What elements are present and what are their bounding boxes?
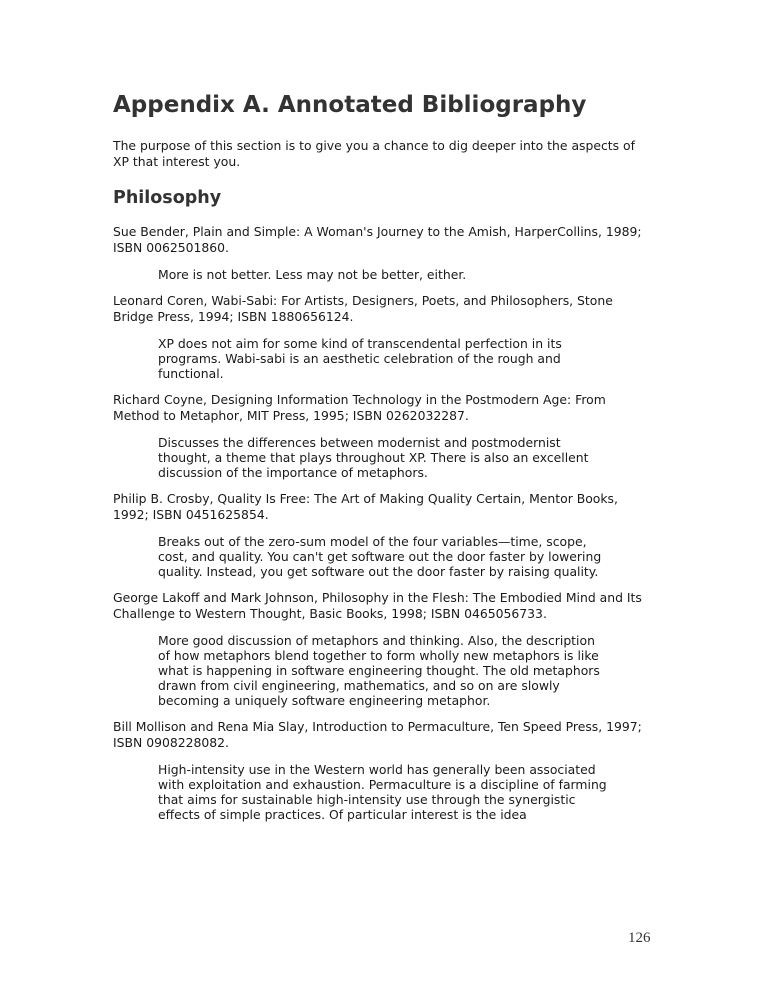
bibliography-entry (113, 590, 653, 708)
annotation: Discusses the differences between modernist and postmodernist thought, a theme that plays throughout XP. There is also an excellent discussion of the importance of metaphors. (158, 435, 589, 480)
bibliography-entry (113, 719, 653, 822)
citation: Bill Mollison and Rena Mia Slay, Introduction to Permaculture, Ten Speed Press, 1997; ISBN 0908228082. (113, 719, 642, 750)
citation: Richard Coyne, Designing Information Technology in the Postmodern Age: From Method to Metaphor, MIT Press, 1995; ISBN 0262032287. (113, 392, 606, 423)
page-title: Appendix A. Annotated Bibliography (113, 92, 587, 118)
annotation: More good discussion of metaphors and thinking. Also, the description of how metaphors blend together to form wholly new metaphors is like what is happening in software engineering thought. The old metaphors drawn from civil engineering, mathematics, and so on are slowly becoming a uniquely software engineering metaphor. (158, 633, 600, 708)
citation: Philip B. Crosby, Quality Is Free: The Art of Making Quality Certain, Mentor Books, 1992; ISBN 0451625854. (113, 491, 618, 522)
citation: Leonard Coren, Wabi-Sabi: For Artists, Designers, Poets, and Philosophers, Stone Bridge Press, 1994; ISBN 1880656124. (113, 293, 613, 324)
intro-paragraph: The purpose of this section is to give you a chance to dig deeper into the aspects of XP that interest you. (113, 138, 636, 169)
citation: Sue Bender, Plain and Simple: A Woman's Journey to the Amish, HarperCollins, 1989; ISBN 0062501860. (113, 224, 642, 255)
annotation: More is not better. Less may not be better, either. (158, 267, 467, 282)
section-heading: Philosophy (113, 188, 222, 208)
bibliography-entry (113, 293, 653, 381)
bibliography-entry (113, 392, 653, 480)
annotation: Breaks out of the zero-sum model of the four variables—time, scope, cost, and quality. You can't get software out the door faster by lowering quality. Instead, you get software out the door faster by raising quality. (158, 534, 602, 579)
document-page (113, 90, 653, 833)
page-number: 126 (628, 930, 651, 946)
citation: George Lakoff and Mark Johnson, Philosophy in the Flesh: The Embodied Mind and Its Challenge to Western Thought, Basic Books, 1998; ISBN 0465056733. (113, 590, 642, 621)
bibliography-entry (113, 491, 653, 579)
annotation: High-intensity use in the Western world has generally been associated with exploitation and exhaustion. Permaculture is a discipline of farming that aims for sustainable high-intensity use through the synergistic effects of simple practices. Of particular interest is the idea (158, 762, 607, 822)
annotation: XP does not aim for some kind of transcendental perfection in its programs. Wabi-sabi is an aesthetic celebration of the rough and functional. (158, 336, 562, 381)
bibliography-entry (113, 224, 653, 282)
